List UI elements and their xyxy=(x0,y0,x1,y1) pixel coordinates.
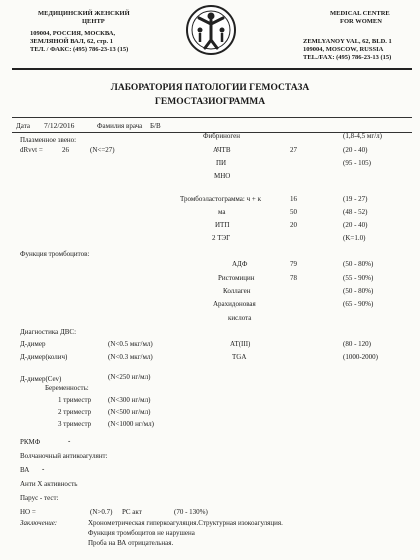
platelet-row-norm: (65 - 90%) xyxy=(343,300,374,308)
platelet-row-norm: (50 - 80%) xyxy=(343,260,374,268)
header-left-addr2: ЗЕМЛЯНОЙ ВАЛ, 62, стр. 1 xyxy=(30,38,113,45)
drvvt-label: dRvvt = xyxy=(20,146,43,154)
plasma-row-name: Фибриноген xyxy=(203,132,240,140)
platelet-row-norm: (50 - 80%) xyxy=(343,287,374,295)
d-dimer-cev-norm: (N<250 нг/мл) xyxy=(108,373,151,381)
tga-label: TGA xyxy=(232,353,247,361)
at3-label: АТ(III) xyxy=(230,340,251,348)
teg-row-norm: (48 - 52) xyxy=(343,208,368,216)
clinic-logo-icon xyxy=(185,4,237,56)
header-divider xyxy=(12,68,412,70)
teg-row-value: 16 xyxy=(290,195,297,203)
plasma-row-value: 27 xyxy=(290,146,297,154)
trimester-norm: (N<1000 нг/мл) xyxy=(108,420,154,428)
pregnancy-label: Беременность: xyxy=(45,384,89,392)
d-dimer-label: Д-димер xyxy=(20,340,46,348)
plasma-row-name: ПИ xyxy=(216,159,227,167)
doctor-label: Фамилия врача xyxy=(97,122,143,130)
pc-norm: (70 - 130%) xyxy=(174,508,208,516)
rkmf-value: - xyxy=(68,437,71,445)
header-right-addr1: ZEMLYANOY VAL, 62, BLD. 1 xyxy=(303,38,392,45)
teg-row-name: ИТП xyxy=(215,221,230,229)
drvvt-norm: (N<=27) xyxy=(90,146,115,154)
teg-row-norm: (K=1.0) xyxy=(343,234,366,242)
date-value: 7/12/2016 xyxy=(44,121,75,130)
plasma-row-norm: (20 - 40) xyxy=(343,146,368,154)
meta-top-rule xyxy=(12,117,412,118)
platelet-row-name: Коллаген xyxy=(223,287,251,295)
header-left-line1: МЕДИЦИНСКИЙ ЖЕНСКИЙ xyxy=(38,10,130,17)
teg-row-value: 20 xyxy=(290,221,297,229)
va-value: - xyxy=(42,465,45,473)
header-right-addr2: 109004, MOSCOW, RUSSIA xyxy=(303,46,384,53)
trimester-label: 2 триместр xyxy=(58,408,92,416)
doctor-value: Б/В xyxy=(150,122,161,130)
header-right-line1: MEDICAL CENTRE xyxy=(330,10,390,17)
anti-x-label: Анти Х активность xyxy=(20,480,78,488)
d-dimer-cev-label: Д-димер(Cev) xyxy=(20,375,62,383)
platelet-section-label: Функция тромбоцитов: xyxy=(20,250,90,258)
header-left-line2: ЦЕНТР xyxy=(82,18,105,25)
d-dimer-kol-norm: (N<0.3 мкг/мл) xyxy=(108,353,153,361)
report-title-line1: ЛАБОРАТОРИЯ ПАТОЛОГИИ ГЕМОСТАЗА xyxy=(110,83,310,93)
teg-row-norm: (19 - 27) xyxy=(343,195,368,203)
plasma-row-norm: (1,8-4,5 мг/л) xyxy=(343,132,382,140)
header-left-addr3: ТЕЛ. / ФАКС: (495) 786-23-13 (15) xyxy=(30,46,129,53)
platelet-row-name: АДФ xyxy=(232,260,248,268)
platelet-row-value: 78 xyxy=(290,274,297,282)
conclusion-line: Функция тромбоцитов не нарушена xyxy=(88,529,195,537)
conclusion-line: Хронометрическая гиперкоагуляция.Структурная изокоагуляция. xyxy=(88,519,283,527)
header-right-line2: FOR WOMEN xyxy=(340,18,382,25)
platelet-row-name: Арахидоновая xyxy=(213,300,256,308)
dvs-section-label: Диагностика ДВС: xyxy=(20,328,77,336)
trimester-label: 1 триместр xyxy=(58,396,92,404)
teg-row-name: 2 ТЭГ xyxy=(212,234,231,242)
platelet-row-name: Ристомицин xyxy=(218,274,255,282)
rkmf-label: РКМФ xyxy=(20,438,41,446)
parus-label: Парус - тест: xyxy=(20,494,59,502)
platelet-row-norm: (55 - 90%) xyxy=(343,274,374,282)
teg-row-name: Тромбоэластограмма: ч + к xyxy=(180,195,261,203)
date-label: Дата xyxy=(16,122,30,130)
d-dimer-norm: (N<0.5 мкг/мл) xyxy=(108,340,153,348)
platelet-row-value: 79 xyxy=(290,260,297,268)
platelet-row-name: кислота xyxy=(228,314,252,322)
header-left-addr1: 109004, РОССИЯ, МОСКВА, xyxy=(30,30,116,37)
conclusion-label: Заключение: xyxy=(20,519,58,527)
va-section-label: Волчаночный антикоагулянт: xyxy=(20,452,108,460)
pc-label: PC акт xyxy=(122,508,142,516)
plasma-section-label: Плазменное звено: xyxy=(20,136,77,144)
d-dimer-kol-label: Д-димер(колич) xyxy=(20,353,68,361)
plasma-row-norm: (95 - 105) xyxy=(343,159,371,167)
ho-norm: (N>0.7) xyxy=(90,508,113,516)
trimester-norm: (N<300 нг/мл) xyxy=(108,396,151,404)
trimester-label: 3 триместр xyxy=(58,420,92,428)
drvvt-value: 26 xyxy=(62,146,69,154)
trimester-norm: (N<500 нг/мл) xyxy=(108,408,151,416)
plasma-row-name: МНО xyxy=(214,172,231,180)
at3-norm: (80 - 120) xyxy=(343,340,371,348)
plasma-row-name: АЧТВ xyxy=(213,146,231,154)
tga-norm: (1000-2000) xyxy=(343,353,378,361)
conclusion-line: Проба на ВА отрицательная. xyxy=(88,539,174,547)
teg-row-name: ма xyxy=(218,208,226,216)
report-title-line2: ГЕМОСТАЗИОГРАММА xyxy=(154,97,266,107)
teg-row-norm: (20 - 40) xyxy=(343,221,368,229)
ho-label: НО = xyxy=(20,508,36,516)
teg-row-value: 50 xyxy=(290,208,297,216)
va-label: ВА xyxy=(20,466,30,474)
header-right-addr3: TEL./FAX: (495) 786-23-13 (15) xyxy=(303,54,392,61)
